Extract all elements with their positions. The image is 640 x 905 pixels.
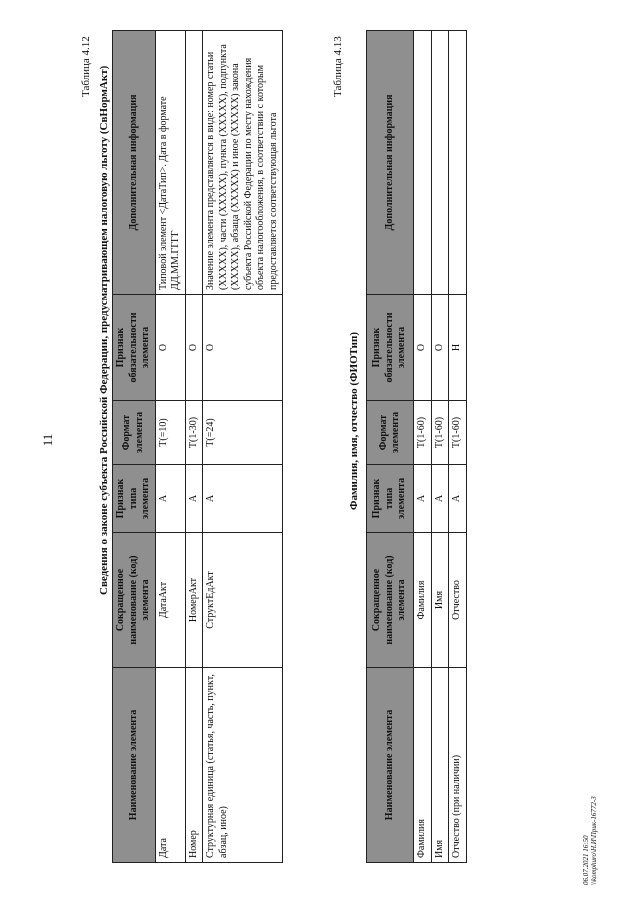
table2-header-required: Признак обязательности элемента: [367, 295, 414, 401]
cell-format: T(1-60): [449, 401, 467, 465]
table2-header-info: Дополнительная информация: [367, 31, 414, 295]
table1: [112, 30, 283, 863]
table1-header-required: Признак обязательности элемента: [113, 295, 156, 401]
table-row: [414, 31, 432, 863]
cell-code: НомерАкт: [185, 533, 203, 668]
table1-header-code: Сокращенное наименование (код) элемента: [113, 533, 156, 668]
stamp-datetime: 06.07.2021 16:50: [582, 835, 590, 885]
cell-format: T(1-60): [431, 401, 449, 465]
cell-code: ДатаАкт: [155, 533, 185, 668]
cell-info: [185, 31, 203, 295]
cell-type: А: [431, 465, 449, 533]
table1-header-row: [113, 31, 156, 863]
table2-header-row: [367, 31, 414, 863]
table1-header-name: Наименование элемента: [113, 668, 156, 863]
cell-name: Имя: [431, 668, 449, 863]
cell-info: Типовой элемент <ДатаТип>. Дата в формате ДД.ММ.ГГГГ: [155, 31, 185, 295]
table-row: [449, 31, 467, 863]
cell-format: T(=10): [155, 401, 185, 465]
cell-type: А: [414, 465, 432, 533]
cell-type: А: [155, 465, 185, 533]
table2-header-code: Сокращенное наименование (код) элемента: [367, 533, 414, 668]
table2-caption: Таблица 4.13: [332, 36, 344, 97]
cell-info: Значение элемента представляется в виде: номер статьи (XXXXX), части (XXXXX), пункта (XXXXX), подпункта (XXXXX), абзаца (XXXXX) и иное (XXXXX) закона субъекта Российской Федерации по месту нахождения объекта налогообложения, в соответствии с которым предоставляется соответствующая льгота: [203, 31, 283, 295]
cell-format: T(=24): [203, 401, 283, 465]
stamp-path: \\komphuro\Н.И\Прик-16772-3: [590, 796, 599, 885]
cell-required: О: [414, 295, 432, 401]
table-row: [155, 31, 185, 863]
cell-type: А: [449, 465, 467, 533]
cell-name: Фамилия: [414, 668, 432, 863]
cell-required: Н: [449, 295, 467, 401]
cell-type: А: [203, 465, 283, 533]
cell-format: T(1-30): [185, 401, 203, 465]
cell-info: [449, 31, 467, 295]
table2-header-type: Признак типа элемента: [367, 465, 414, 533]
cell-required: О: [431, 295, 449, 401]
cell-name: Номер: [185, 668, 203, 863]
cell-required: О: [203, 295, 283, 401]
cell-format: T(1-60): [414, 401, 432, 465]
cell-name: Дата: [155, 668, 185, 863]
table2: [366, 30, 467, 863]
table-row: [431, 31, 449, 863]
table1-header-format: Формат элемента: [113, 401, 156, 465]
cell-code: Фамилия: [414, 533, 432, 668]
cell-type: А: [185, 465, 203, 533]
table2-header-name: Наименование элемента: [367, 668, 414, 863]
cell-required: О: [155, 295, 185, 401]
cell-info: [431, 31, 449, 295]
cell-name: Отчество (при наличии): [449, 668, 467, 863]
document-stamp: [582, 796, 599, 885]
table1-header-info: Дополнительная информация: [113, 31, 156, 295]
cell-name: Структурная единица (статья, часть, пункт, абзац, иное): [203, 668, 283, 863]
table2-title: Фамилия, имя, отчество (ФИОТип): [348, 331, 360, 510]
cell-code: Имя: [431, 533, 449, 668]
table1-caption: Таблица 4.12: [80, 36, 92, 97]
cell-required: О: [185, 295, 203, 401]
table-row: [203, 31, 283, 863]
table-row: [185, 31, 203, 863]
table1-title: Сведения о законе субъекта Российской Федерации, предусматривающем налоговую льготу (СвНормАкт): [98, 65, 110, 595]
table1-header-type: Признак типа элемента: [113, 465, 156, 533]
table2-header-format: Формат элемента: [367, 401, 414, 465]
cell-info: [414, 31, 432, 295]
cell-code: Отчество: [449, 533, 467, 668]
cell-code: СтруктЕдАкт: [203, 533, 283, 668]
page-number: 11: [40, 433, 55, 447]
